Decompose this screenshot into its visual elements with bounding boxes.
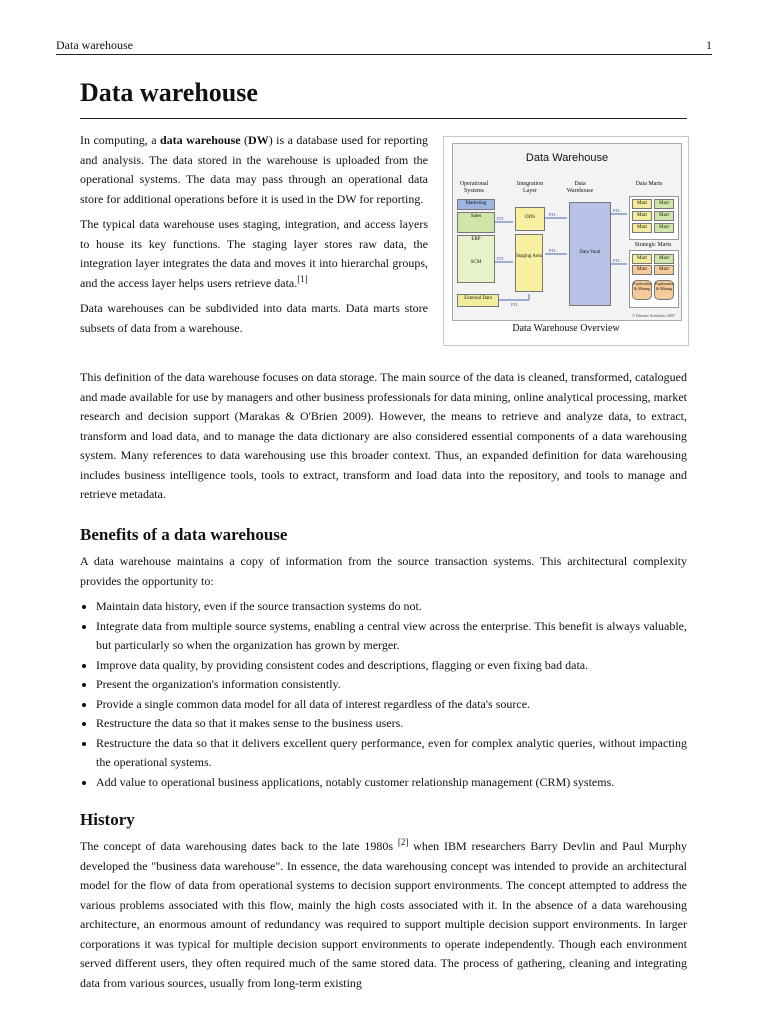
block-scm: SCM	[470, 260, 482, 265]
etl-label-2: ETL	[497, 256, 505, 261]
block-marketing: Marketing	[457, 199, 495, 210]
block-data-vault: Data Vault	[569, 202, 611, 306]
list-item: • Present the organization's information consistently.	[96, 675, 687, 695]
list-item: • Maintain data history, even if the source transaction systems do not.	[96, 597, 687, 617]
strategic-marts-label: Strategic Marts	[634, 242, 672, 248]
page-title: Data warehouse	[80, 78, 258, 107]
col-integration-layer: Integration Layer	[516, 181, 544, 194]
mart-6: Mart	[654, 223, 674, 233]
etl-arrows	[453, 144, 681, 320]
page-number: 1	[706, 38, 712, 52]
block-staging-area: Staging Area	[515, 234, 543, 292]
history-section	[80, 810, 687, 993]
col-data-marts: Data Marts	[635, 181, 663, 187]
reference-link-2[interactable]: [2]	[397, 837, 409, 847]
history-heading: History	[80, 810, 135, 829]
term-data-warehouse: data warehouse	[160, 133, 241, 147]
running-header	[56, 36, 712, 55]
definition-section	[80, 368, 687, 505]
title-rule	[80, 118, 687, 119]
list-item: • Improve data quality, by providing consistent codes and descriptions, flagging or even fixing bad data.	[96, 656, 687, 676]
list-item: • Integrate data from multiple source systems, enabling a central view across the enterprise. This benefit is always valuable, but particularly so when the organization has grown by merger.	[96, 617, 687, 656]
benefits-list	[80, 597, 687, 792]
strategic-mart-1: Mart	[632, 254, 652, 264]
exploration-mining-1: Exploration & Mining	[632, 280, 652, 300]
benefits-heading: Benefits of a data warehouse	[80, 525, 288, 544]
block-ods: ODS	[515, 207, 545, 231]
etl-label-6: ETL	[613, 258, 621, 263]
figure-data-warehouse-overview	[443, 136, 689, 346]
mart-2: Mart	[654, 199, 674, 209]
benefits-section	[80, 525, 687, 792]
intro-section	[80, 131, 428, 344]
exploration-mining-2: Exploration & Mining	[654, 280, 674, 300]
etl-label-7: ETL	[511, 302, 519, 307]
figure-caption: Data Warehouse Overview	[512, 323, 620, 334]
intro-paragraph-2: The typical data warehouse uses staging, integration, and access layers to house its key functions. The staging layer stores raw data, the integration layer integrates the data and moves it into hierarchal groups, and the access layer helps users retrieve data.[1]	[80, 217, 428, 290]
diagram	[452, 143, 682, 321]
mart-5: Mart	[632, 223, 652, 233]
etl-label-4: ETL	[549, 212, 557, 217]
block-erp: ERP	[471, 237, 481, 242]
list-item: • Provide a single common data model for all data of interest regardless of the data's source.	[96, 695, 687, 715]
term-dw: DW	[248, 133, 269, 147]
diagram-title: Data Warehouse	[525, 152, 609, 164]
col-operational-systems: Operational Systems	[459, 181, 489, 194]
list-item: • Add value to operational business applications, notably customer relationship management (CRM) systems.	[96, 773, 687, 793]
etl-label-5: ETL	[613, 208, 621, 213]
strategic-mart-4: Mart	[654, 265, 674, 275]
history-paragraph: The concept of data warehousing dates back to the late 1980s [2] when IBM researchers Barry Devlin and Paul Murphy developed the "business data warehouse". In essence, the data warehousing concept was intended to provide an architectural model for the flow of data from operational systems to decision support environments. The concept attempted to address the various problems associated with this flow, mainly the high costs associated with it. In the absence of a data warehousing architecture, an enormous amount of redundancy was required to support multiple decision support environments. In larger corporations it was typical for multiple decision support environments to operate independently. Though each environment served different users, they often required much of the same stored data. The process of gathering, cleaning and integrating data from various sources, usually from long-term existing	[80, 837, 687, 990]
list-item: • Restructure the data so that it makes sense to the business users.	[96, 714, 687, 734]
etl-label-3: ETL	[549, 248, 557, 253]
intro-paragraph-1: In computing, a data warehouse (DW) is a database used for reporting and analysis. The data stored in the warehouse is uploaded from the operational systems. The data may pass through an operational data store for additional operations before it is used in the DW for reporting.	[80, 133, 429, 206]
etl-label-1: ETL	[497, 216, 505, 221]
mart-4: Mart	[654, 211, 674, 221]
mart-3: Mart	[632, 211, 652, 221]
mart-1: Mart	[632, 199, 652, 209]
running-title: Data warehouse	[56, 38, 133, 52]
strategic-mart-3: Mart	[632, 265, 652, 275]
reference-link-1[interactable]: [1]	[297, 273, 308, 284]
block-external-data: External Data	[457, 294, 499, 307]
list-item: • Restructure the data so that it delivers excellent query performance, even for complex analytic queries, without impacting the operational systems.	[96, 734, 687, 773]
benefits-intro: A data warehouse maintains a copy of information from the source transaction systems. This architectural complexity provides the opportunity to:	[80, 554, 687, 588]
definition-paragraph: This definition of the data warehouse focuses on data storage. The main source of the data is cleaned, transformed, catalogued and made available for use by managers and other business professionals for data mining, online analytical processing, market research and decision support (Marakas & O'Brien 2009). However, the means to retrieve and analyze data, to extract, transform and load data, and to manage the data dictionary are also considered essential components of a data warehousing system. Many references to data warehousing use this broader context. Thus, an expanded definition for data warehousing includes business intelligence tools, tools to extract, transform and load data into the repository, and tools to manage and retrieve metadata.	[80, 370, 687, 501]
strategic-mart-2: Mart	[654, 254, 674, 264]
intro-paragraph-3: Data warehouses can be subdivided into data marts. Data marts store subsets of data from a warehouse.	[80, 301, 428, 335]
block-sales: Sales	[457, 212, 495, 233]
diagram-copyright: © Dresner Architects 2007	[632, 313, 675, 318]
col-data-warehouse: Data Warehouse	[566, 181, 594, 194]
